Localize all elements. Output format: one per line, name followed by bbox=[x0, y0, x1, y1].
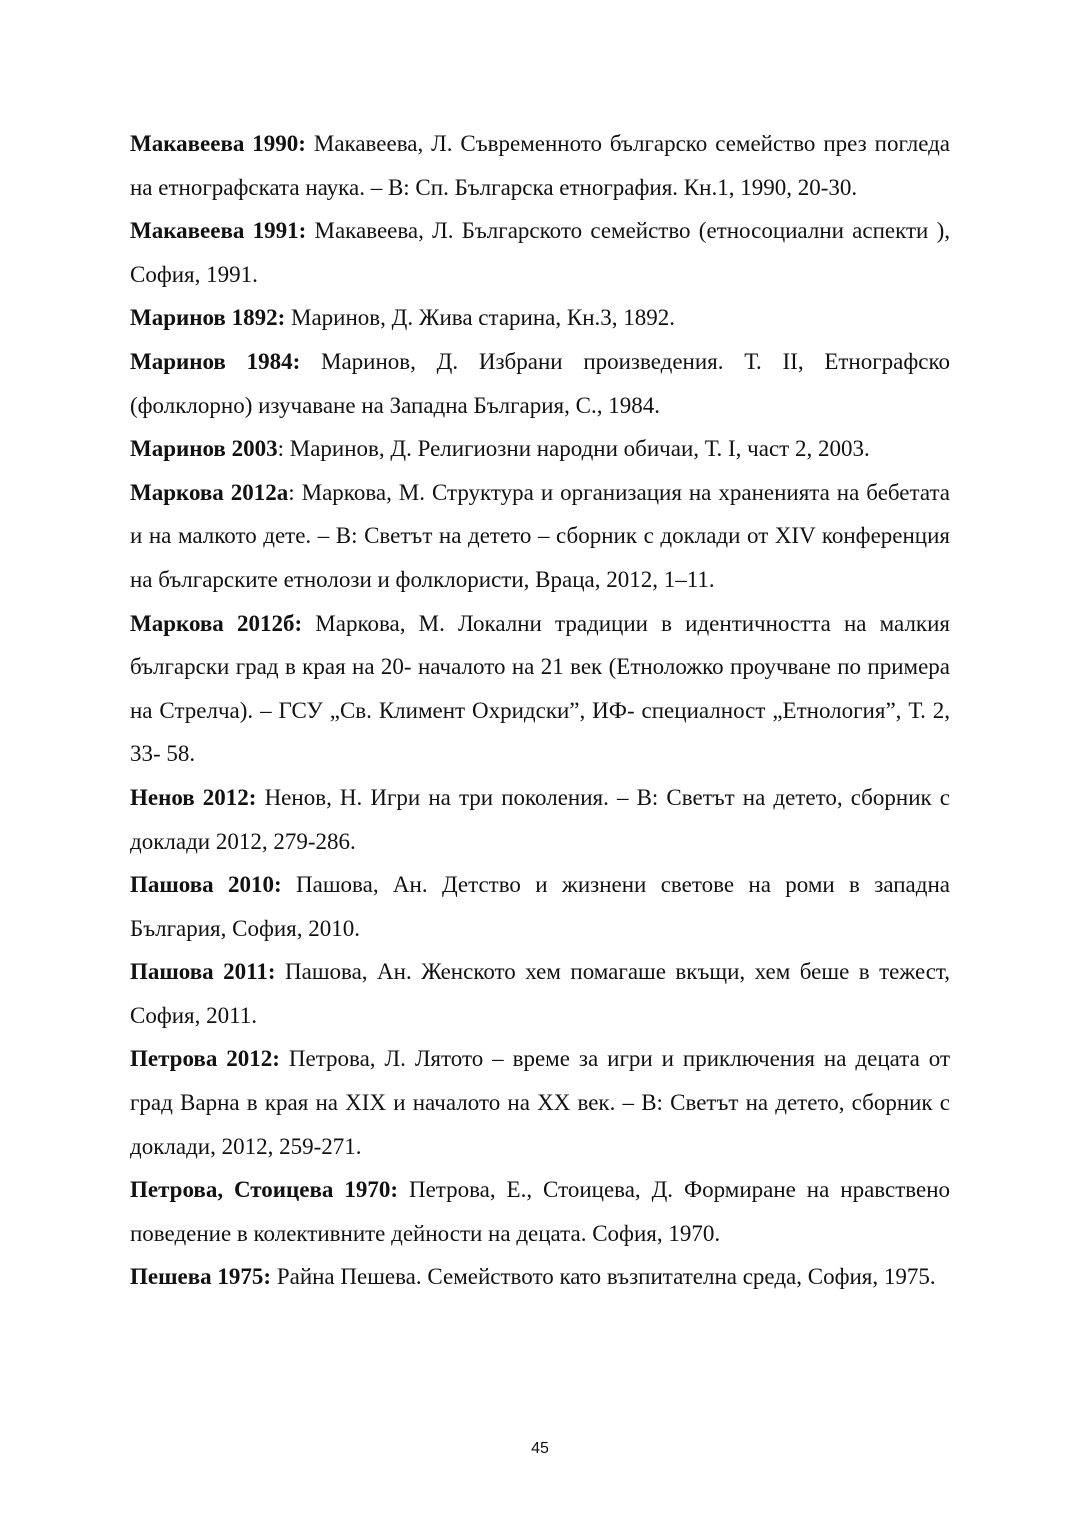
bibliography-entry bbox=[130, 122, 950, 209]
entry-key: Маркова 2012б: bbox=[130, 610, 303, 636]
bibliography-entry bbox=[130, 296, 950, 340]
bibliography-entry bbox=[130, 950, 950, 1037]
bibliography-entry bbox=[130, 1255, 950, 1299]
bibliography-entry bbox=[130, 863, 950, 950]
entry-key: Маринов 1984: bbox=[130, 348, 301, 374]
entry-text: Макавеева, Л. Българското семейство (етносоциални аспекти ), София, 1991. bbox=[130, 218, 950, 287]
entry-text: Пашова, Ан. Женското хем помагаше вкъщи, хем беше в тежест, София, 2011. bbox=[130, 959, 951, 1028]
bibliography-entry bbox=[130, 471, 950, 602]
entry-key: Петрова, Стоицева 1970: bbox=[130, 1177, 399, 1203]
entry-text: Пашова, Ан. Детство и жизнени светове на роми в западна България, София, 2010. bbox=[130, 872, 950, 941]
bibliography-entry bbox=[130, 427, 950, 471]
entry-key: Маркова 2012а bbox=[130, 479, 289, 505]
entry-key: Макавеева 1991: bbox=[130, 218, 307, 244]
bibliography-entry bbox=[130, 776, 950, 863]
entry-text: Маркова, М. Локални традиции в идентичността на малкия български град в края на 20- началото на 21 век (Етноложко проучване по примера на Стрелча). – ГСУ „Св. Климент Охридски”, ИФ- специалност „Етнология”, Т. 2, 33- 58. bbox=[130, 610, 950, 767]
entry-text: Райна Пешева. Семейството като възпитателна среда, София, 1975. bbox=[271, 1264, 936, 1290]
bibliography-list bbox=[130, 122, 950, 1299]
bibliography-entry bbox=[130, 209, 950, 296]
entry-text: Ненов, Н. Игри на три поколения. – В: Светът на детето, сборник с доклади 2012, 279-286. bbox=[130, 784, 950, 854]
entry-text: : Маркова, М. Структура и организация на храненията на бебетата и на малкото дете. – В: Светът на детето – сборник с доклади от XIV конференция на българските етнолози и фолклористи, Враца, 2012, 1–11. bbox=[130, 479, 951, 592]
bibliography-entry bbox=[130, 1168, 950, 1255]
entry-text: Маринов, Д. Избрани произведения. Т. II, Етнографско (фолклорно) изучаване на Западна България, С., 1984. bbox=[130, 348, 950, 418]
entry-key: Макавеева 1990: bbox=[130, 131, 306, 156]
entry-key: Пашова 2011: bbox=[130, 959, 276, 985]
bibliography-entry bbox=[130, 1037, 950, 1168]
entry-key: Петрова 2012: bbox=[130, 1046, 280, 1072]
entry-text: : Маринов, Д. Религиозни народни обичаи, Т. I, част 2, 2003. bbox=[277, 436, 870, 462]
entry-key: Пешева 1975: bbox=[130, 1264, 272, 1290]
entry-text: Маринов, Д. Жива старина, Кн.3, 1892. bbox=[285, 305, 675, 331]
entry-text: Петрова, Л. Лятото – време за игри и приключения на децата от град Варна в края на XIX и началото на XX век. – В: Светът на детето, сборник с доклади, 2012, 259-271. bbox=[130, 1046, 950, 1159]
entry-key: Маринов 2003 bbox=[130, 436, 278, 462]
entry-key: Ненов 2012: bbox=[130, 784, 257, 810]
page-number: 45 bbox=[531, 1440, 549, 1457]
bibliography-entry bbox=[130, 340, 950, 427]
entry-text: Макавеева, Л. Съвременното българско семейство през погледа на етнографската наука. – В: Сп. Българска етнография. Кн.1, 1990, 20-30. bbox=[130, 131, 951, 200]
entry-key: Маринов 1892: bbox=[130, 305, 286, 331]
entry-key: Пашова 2010: bbox=[130, 872, 282, 898]
bibliography-entry bbox=[130, 602, 950, 776]
entry-text: Петрова, Е., Стоицева, Д. Формиране на нравствено поведение в колективните дейности на децата. София, 1970. bbox=[130, 1177, 950, 1246]
